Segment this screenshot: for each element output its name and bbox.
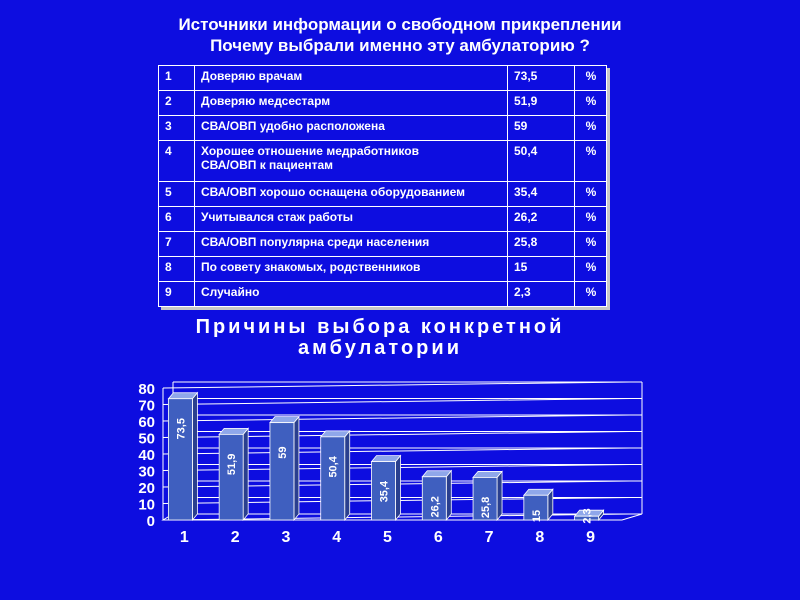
row-value: 59 (508, 116, 575, 141)
bar-top (219, 428, 248, 434)
bar (219, 434, 243, 520)
grid-line-perspective (163, 399, 630, 405)
row-number: 6 (159, 207, 195, 232)
bar-side (345, 431, 350, 520)
y-tick-label: 20 (138, 480, 155, 497)
row-unit: % (575, 207, 607, 232)
row-unit: % (575, 116, 607, 141)
row-unit: % (575, 66, 607, 91)
x-tick-label: 2 (230, 529, 240, 546)
row-number: 3 (159, 116, 195, 141)
grid-line-perspective (163, 382, 630, 388)
x-tick-label: 8 (535, 529, 545, 546)
row-number: 9 (159, 282, 195, 307)
row-unit: % (575, 232, 607, 257)
data-label: 73,5 (175, 418, 188, 440)
bar-side (446, 471, 451, 520)
chart-title-line-2: амбулатории (298, 337, 462, 359)
row-reason: По совету знакомых, родственников (195, 257, 508, 282)
x-tick-label: 3 (281, 529, 291, 546)
y-tick-label: 60 (138, 414, 155, 431)
data-label: 15 (530, 509, 543, 523)
row-value: 25,8 (508, 232, 575, 257)
data-label: 25,8 (480, 496, 493, 519)
y-tick-label: 50 (138, 430, 155, 448)
x-tick-label: 5 (383, 529, 392, 546)
row-value: 73,5 (508, 66, 575, 91)
y-tick-label: 30 (138, 463, 155, 481)
x-tick-label: 1 (179, 529, 189, 546)
row-unit: % (575, 91, 607, 116)
row-value: 51,9 (508, 91, 575, 116)
row-reason: Случайно (195, 282, 508, 307)
x-tick-label: 4 (332, 529, 342, 546)
bar-top (473, 471, 502, 477)
row-reason: Хорошее отношение медработников СВА/ОВП к пациентам (195, 141, 508, 182)
row-reason: СВА/ОВП удобно расположена (195, 116, 508, 141)
data-label: 26,2 (429, 496, 442, 518)
row-reason: СВА/ОВП хорошо оснащена оборудованием (195, 182, 508, 207)
row-reason: Учитывался стаж работы (195, 207, 508, 232)
y-tick-label: 0 (146, 513, 155, 530)
bar-side (243, 428, 248, 520)
row-value: 35,4 (508, 182, 575, 207)
bar-top (168, 393, 197, 399)
slide-title-line-2: Почему выбрали именно эту амбулаторию ? (210, 36, 590, 55)
row-unit: % (575, 257, 607, 282)
y-tick-label: 80 (138, 381, 155, 398)
row-reason: Доверяю врачам (195, 66, 508, 91)
y-tick-label: 40 (138, 447, 155, 464)
row-number: 2 (159, 91, 195, 116)
row-reason: Доверяю медсестарм (195, 91, 508, 116)
row-reason: СВА/ОВП популярна среди населения (195, 232, 508, 257)
bar-side (192, 393, 197, 520)
row-value: 2,3 (508, 282, 575, 307)
bar-top (321, 431, 350, 437)
row-number: 8 (159, 257, 195, 282)
row-number: 4 (159, 141, 195, 182)
bar-top (524, 489, 553, 495)
bar-top (422, 471, 451, 477)
bar-top (372, 456, 401, 462)
grid-line-perspective (163, 415, 630, 421)
row-number: 7 (159, 232, 195, 257)
row-number: 1 (159, 66, 195, 91)
bar-side (294, 417, 299, 520)
row-value: 26,2 (508, 207, 575, 232)
data-label: 2,3 (581, 508, 594, 524)
data-label: 50,4 (327, 456, 340, 478)
row-unit: % (575, 282, 607, 307)
row-value: 15 (508, 257, 575, 282)
bar-side (396, 456, 401, 520)
x-tick-label: 7 (484, 529, 494, 546)
bar (168, 399, 192, 520)
row-number: 5 (159, 182, 195, 207)
bar (270, 423, 294, 520)
chart-title-line-1: Причины выбора конкретной (195, 316, 565, 338)
y-tick-label: 10 (138, 496, 155, 514)
x-tick-label: 9 (586, 529, 596, 546)
data-label: 59 (276, 446, 289, 459)
bar-side (497, 471, 502, 520)
slide-title-line-1: Источники информации о свободном прикреплении (178, 15, 622, 34)
data-label: 51,9 (226, 453, 239, 476)
data-label: 35,4 (378, 480, 391, 503)
row-value: 50,4 (508, 141, 575, 182)
y-tick-label: 70 (138, 397, 155, 415)
row-unit: % (575, 182, 607, 207)
x-tick-label: 6 (433, 529, 443, 546)
bar-top (270, 417, 299, 423)
row-unit: % (575, 141, 607, 182)
